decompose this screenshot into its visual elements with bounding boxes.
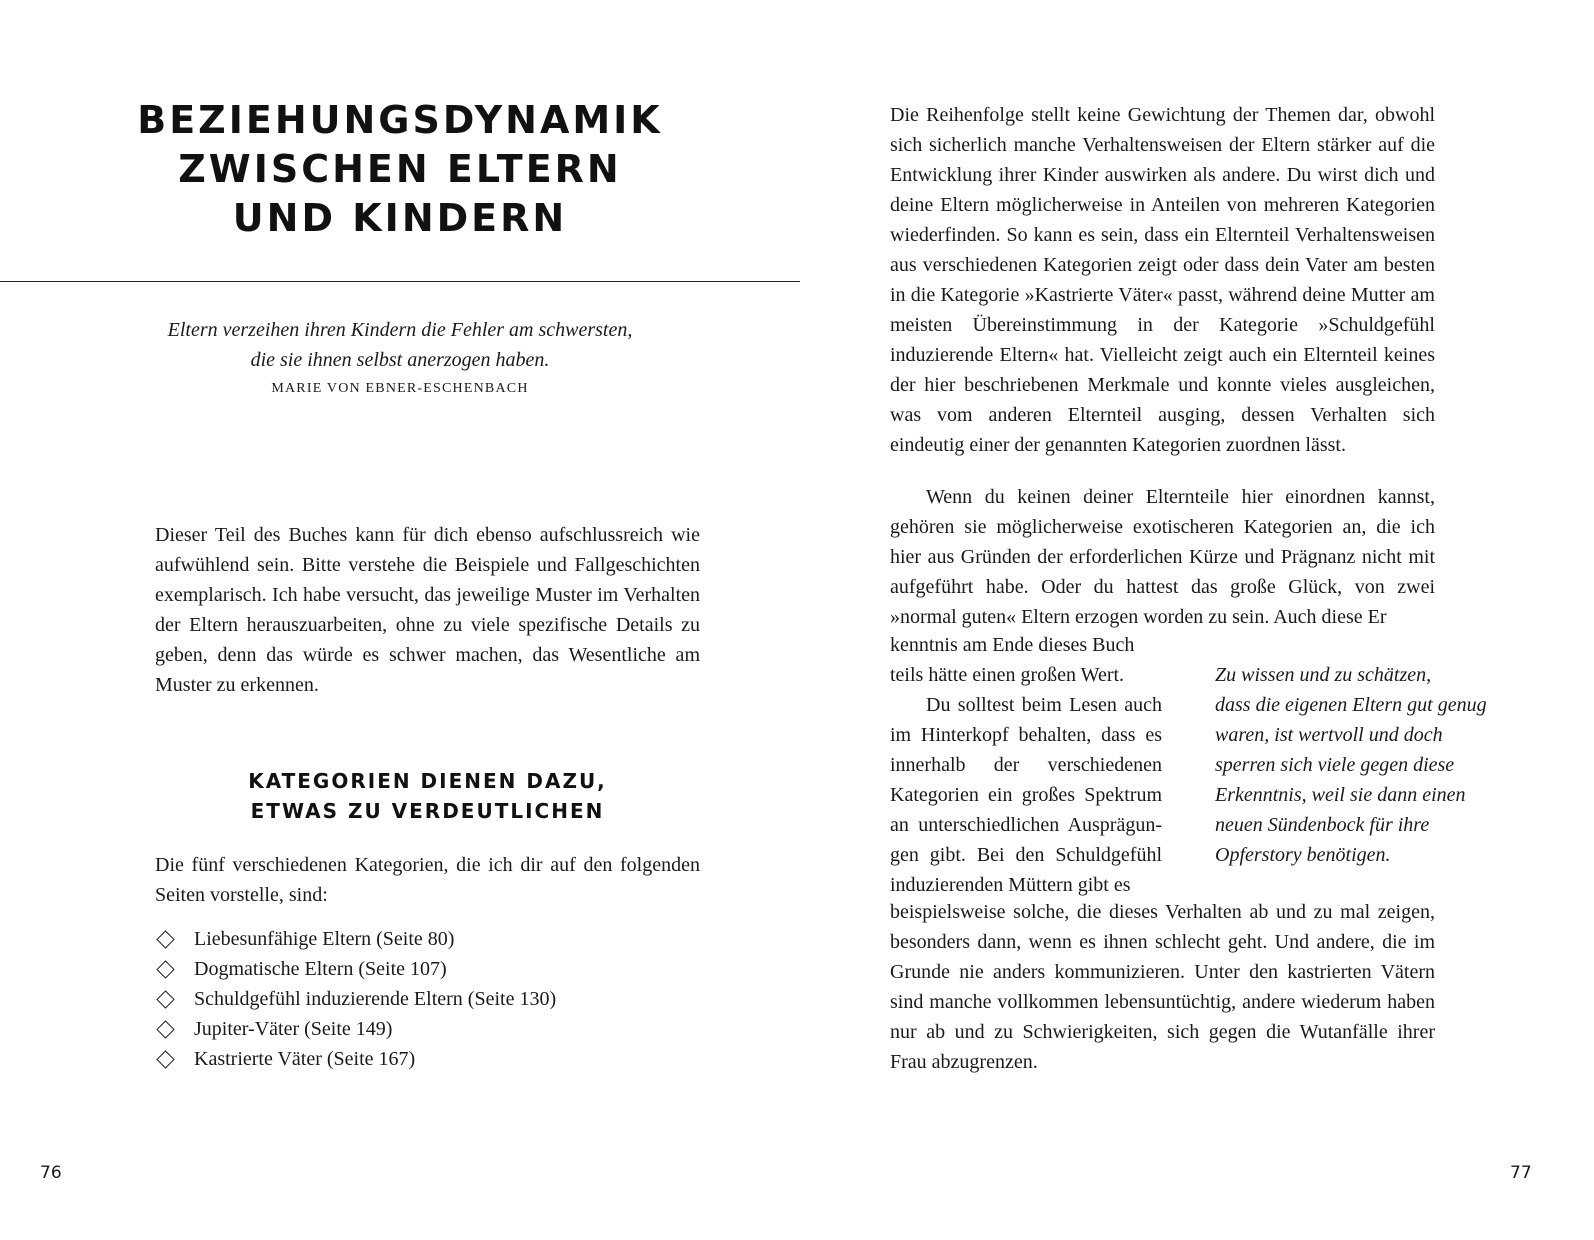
pull-quote-line: sperren sich viele gegen diese [1215, 754, 1455, 776]
epigraph-author: MARIE VON EBNER-ESCHENBACH [271, 381, 529, 396]
section-heading-line-1: KATEGORIEN DIENEN DAZU, [248, 769, 607, 793]
list-item-label: Kastrierte Väter (Seite 167) [194, 1048, 416, 1070]
pull-quote-line: Zu wissen und zu schätzen, [1215, 664, 1432, 686]
pull-quote-line: waren, ist wertvoll und doch [1215, 724, 1443, 746]
list-item [155, 924, 700, 954]
chapter-title [120, 96, 680, 243]
pull-quote-line: dass die eigenen Eltern gut genug [1215, 694, 1487, 716]
list-item [155, 1014, 700, 1044]
list-item [155, 984, 700, 1014]
chapter-divider-rule [0, 281, 800, 282]
pull-quote-line: Opferstory benötigen. [1215, 844, 1391, 866]
narrow-line-1: kenntnis am Ende dieses Buch [890, 634, 1135, 656]
chapter-title-line-2: ZWISCHEN ELTERN [178, 147, 622, 191]
narrow-column-text [890, 630, 1162, 900]
intro-paragraph: Dieser Teil des Buches kann für dich ebenso aufschlussreich wie aufwühlend sein. Bitte verstehe die Beispiele und Fallgeschichten exemplarisch. Ich habe versucht, das jeweilige Muster im Verhalten der Eltern herauszuarbeiten, ohne zu viele spezifische Details zu geben, denn das würde es schwer machen, das Wesentliche am Muster zu erkennen. [155, 524, 700, 696]
diamond-bullet-icon [156, 930, 174, 948]
chapter-title-line-3: UND KINDERN [232, 196, 568, 240]
pull-quote-line: Erkenntnis, weil sie dann einen [1215, 784, 1466, 806]
epigraph [130, 315, 670, 399]
list-item-label: Jupiter-Väter (Seite 149) [194, 1018, 393, 1040]
epigraph-line-1: Eltern verzeihen ihren Kindern die Fehler am schwersten, [167, 319, 633, 341]
list-item-label: Schuldgefühl induzierende Eltern (Seite 130) [194, 988, 557, 1010]
pull-quote [1215, 660, 1515, 870]
diamond-bullet-icon [156, 990, 174, 1008]
right-paragraph-3: beispielsweise solche, die dieses Verhalten ab und zu mal zeigen, besonders dann, wenn es ihnen schlecht geht. Und andere, die im Grunde nie anders kommunizieren. Unter den kastrierten Vätern sind manche vollkommen lebensuntüchtig, andere wiederum haben nur ab und zu Schwierigkeiten, sich gegen die Wutanfälle ihrer Frau abzugrenzen. [890, 901, 1435, 1073]
chapter-title-line-1: BEZIEHUNGSDYNAMIK [137, 98, 663, 142]
pull-quote-line: neuen Sündenbock für ihre [1215, 814, 1430, 836]
diamond-bullet-icon [156, 1050, 174, 1068]
list-item [155, 954, 700, 984]
section-heading [155, 766, 700, 826]
list-item-label: Liebesunfähige Eltern (Seite 80) [194, 928, 455, 950]
diamond-bullet-icon [156, 1020, 174, 1038]
narrow-paragraph: Du solltest beim Lesen auch im Hinterkopf behalten, dass es innerhalb der verschiedenen Kategorien ein großes Spektrum an unterschiedlichen Ausprägungen gibt. Bei den Schuldgefühl induzierenden Müttern gibt es [890, 694, 1162, 896]
right-paragraph-2: Wenn du keinen deiner Elternteile hier einordnen kannst, gehören sie möglicherweise exotischeren Kategorien an, die ich hier aus Gründen der erforderlichen Kürze und Prägnanz nicht mit aufgeführt habe. Oder du hattest das große Glück, von zwei »normal guten« Eltern erzogen worden zu sein. Auch diese Er [890, 486, 1435, 628]
epigraph-line-2: die sie ihnen selbst anerzogen haben. [250, 349, 550, 371]
list-item [155, 1044, 700, 1074]
page-number-left: 76 [40, 1163, 62, 1183]
narrow-line-2: teils hätte einen großen Wert. [890, 664, 1125, 686]
list-item-label: Dogmatische Eltern (Seite 107) [194, 958, 447, 980]
section-heading-line-2: ETWAS ZU VERDEUTLICHEN [250, 799, 605, 823]
right-paragraph-1: Die Reihenfolge stellt keine Gewichtung der Themen dar, obwohl sich sicherlich manche Verhaltensweisen der Eltern stärker auf die Entwicklung ihrer Kinder auswirken als andere. Du wirst dich und deine Eltern möglicherweise in Anteilen von mehreren Kategorien wiederfinden. So kann es sein, dass ein Elternteil Verhaltensweisen aus verschiedenen Kategorien zeigt oder dass dein Vater am besten in die Kategorie »Kastrierte Väter« passt, während deine Mutter am meisten Übereinstimmung in der Kategorie »Schuldgefühl induzierende Eltern« hat. Vielleicht zeigt auch ein Elternteil keines der hier beschriebenen Merkmale und konnte vieles ausgleichen, was vom anderen Elternteil ausging, dessen Verhalten sich eindeutig einer der genannten Kategorien zuordnen lässt. [890, 104, 1435, 456]
page-number-right: 77 [1510, 1163, 1532, 1183]
diamond-bullet-icon [156, 960, 174, 978]
list-intro-paragraph: Die fünf verschiedenen Kategorien, die ich dir auf den folgenden Seiten vorstelle, sind: [155, 854, 700, 906]
category-list [155, 924, 700, 1074]
